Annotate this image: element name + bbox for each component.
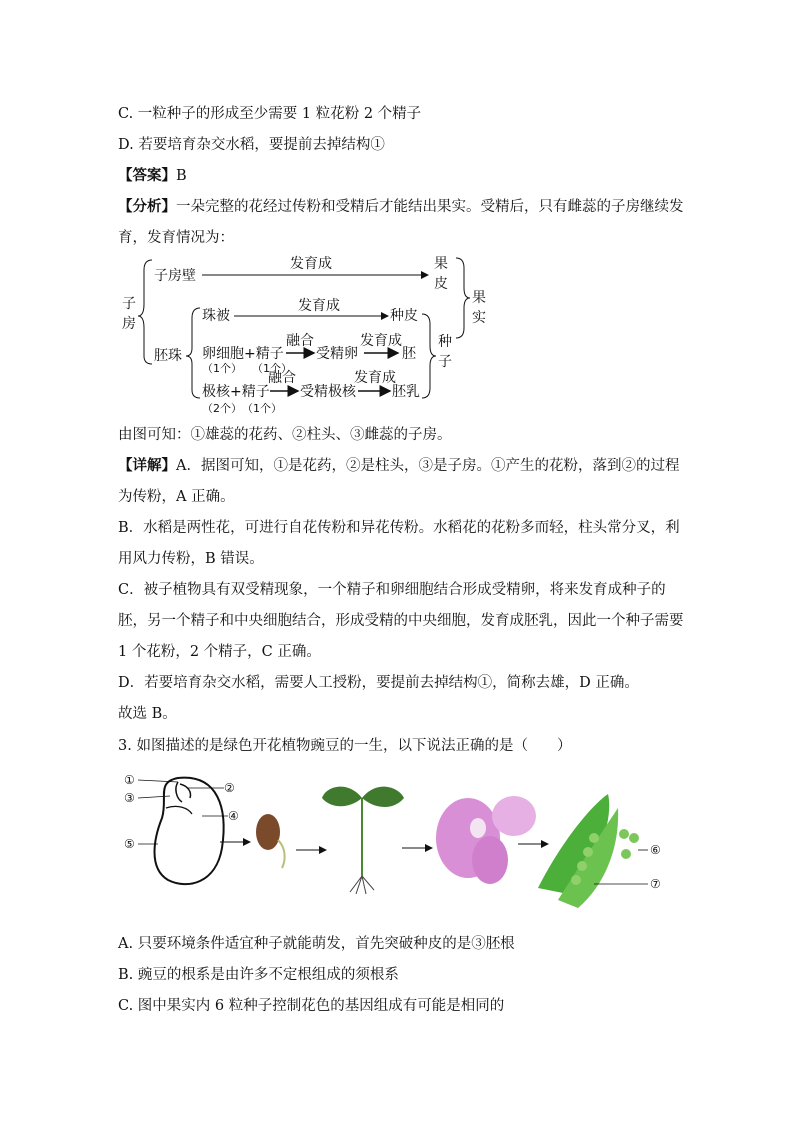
- ovary-development-diagram: [118, 252, 498, 420]
- label-zi: 子: [122, 296, 136, 312]
- label-luanxibao: 卵细胞+精子: [202, 346, 284, 362]
- choose-line: 故选 B。: [118, 706, 177, 722]
- brace-fruit: [456, 258, 470, 338]
- label-n2: ②: [224, 781, 235, 795]
- label-fayucheng-1: 发育成: [290, 256, 332, 272]
- label-jihe: 极核+精子: [202, 384, 270, 400]
- option-d-line: D. 若要培育杂交水稻，要提前去掉结构①: [118, 137, 385, 153]
- answer-tag: 【答案】: [118, 167, 176, 184]
- option-a-line: A. 只要环境条件适宜种子就能萌发，首先突破种皮的是③胚根: [118, 936, 515, 952]
- label-n5: ⑤: [124, 837, 135, 851]
- detail-a-text: A．据图可知，①是花药，②是柱头，③是子房。①产生的花粉，落到②的过程: [176, 458, 680, 474]
- label-guo: 果: [434, 256, 448, 272]
- option-c-line: C. 一粒种子的形成至少需要 1 粒花粉 2 个精子: [118, 106, 422, 122]
- germinating-seed-drawing: [256, 814, 285, 868]
- option-c-line-q3: C. 图中果实内 6 粒种子控制花色的基因组成有可能是相同的: [118, 998, 505, 1014]
- detail-c-line-2: 胚，另一个精子和中央细胞结合，形成受精的中央细胞，发育成胚乳，因此一个种子需要: [118, 613, 684, 629]
- label-count-2b: （1个）: [242, 402, 282, 415]
- detail-tag: 【详解】: [118, 457, 176, 474]
- label-fayucheng-3: 发育成: [360, 333, 402, 349]
- detail-d-line-1: D．若要培育杂交水稻，需要人工授粉，要提前去掉结构①，简称去雄，D 正确。: [118, 675, 639, 691]
- brace-ovary: [138, 260, 152, 364]
- label-zhong: 种: [438, 334, 452, 350]
- label-guo-2: 果: [472, 290, 486, 306]
- label-n7: ⑦: [650, 877, 661, 891]
- flower-drawing: [436, 796, 536, 884]
- detail-b-line-2: 用风力传粉，B 错误。: [118, 551, 264, 567]
- seedling-drawing: [322, 787, 404, 894]
- analysis-cont-line: 育，发育情况为：: [118, 230, 234, 246]
- detail-a-line-1: [118, 456, 679, 476]
- label-zhubei: 珠被: [202, 308, 230, 324]
- question-3-line: 3. 如图描述的是绿色开花植物豌豆的一生，以下说法正确的是（ ）: [118, 738, 572, 754]
- analysis-text: 一朵完整的花经过传粉和受精后才能结出果实。受精后，只有雌蕊的子房继续发: [176, 199, 684, 215]
- label-peiru: 胚乳: [392, 384, 420, 400]
- analysis-line: [118, 197, 684, 217]
- label-n4: ④: [228, 809, 239, 823]
- label-n3: ③: [124, 791, 135, 805]
- detail-c-line-1: C．被子植物具有双受精现象，一个精子和卵细胞结合形成受精卵，将来发育成种子的: [118, 582, 666, 598]
- label-zi-2: 子: [438, 354, 452, 370]
- detail-c-line-3: 1 个花粉，2 个精子，C 正确。: [118, 644, 321, 660]
- leader-n3: [138, 796, 170, 798]
- label-zhongpi: 种皮: [390, 308, 418, 324]
- label-count-2a: （2个）: [202, 402, 242, 415]
- answer-value: B: [176, 168, 187, 184]
- detail-a-line-2: 为传粉，A 正确。: [118, 489, 235, 505]
- label-fayucheng-4: 发育成: [354, 370, 396, 386]
- label-peizhu: 胚珠: [154, 348, 182, 364]
- detail-b-line-1: B．水稻是两性花，可进行自花传粉和异花传粉。水稻花的花粉多而轻，柱头常分叉，利: [118, 520, 680, 536]
- label-count-1b: （1个）: [252, 362, 292, 375]
- option-b-line: B. 豌豆的根系是由许多不定根组成的须根系: [118, 967, 399, 983]
- label-shoujingjihe: 受精极核: [300, 384, 356, 400]
- label-shoujingluan: 受精卵: [316, 346, 358, 362]
- brace-ovule: [186, 308, 200, 398]
- seed-structure-drawing: [155, 778, 224, 884]
- label-ronghe-2: 融合: [268, 370, 296, 386]
- label-n1: ①: [124, 773, 135, 787]
- label-count-1a: （1个）: [202, 362, 242, 375]
- label-ronghe-1: 融合: [286, 333, 314, 349]
- after-diagram-line: 由图可知：①雄蕊的花药、②柱头、③雌蕊的子房。: [118, 427, 452, 443]
- label-fang: 房: [122, 316, 136, 332]
- pea-life-cycle-figure: [118, 768, 678, 918]
- label-fayucheng-2: 发育成: [298, 298, 340, 314]
- label-zifangbi: 子房壁: [154, 268, 196, 284]
- label-shi: 实: [472, 310, 486, 326]
- answer-line: [118, 166, 187, 186]
- brace-seed: [422, 314, 436, 398]
- pea-pod-drawing: [538, 794, 639, 908]
- label-n6: ⑥: [650, 843, 661, 857]
- analysis-tag: 【分析】: [118, 198, 176, 215]
- label-pi: 皮: [434, 276, 448, 292]
- label-pei: 胚: [402, 346, 416, 362]
